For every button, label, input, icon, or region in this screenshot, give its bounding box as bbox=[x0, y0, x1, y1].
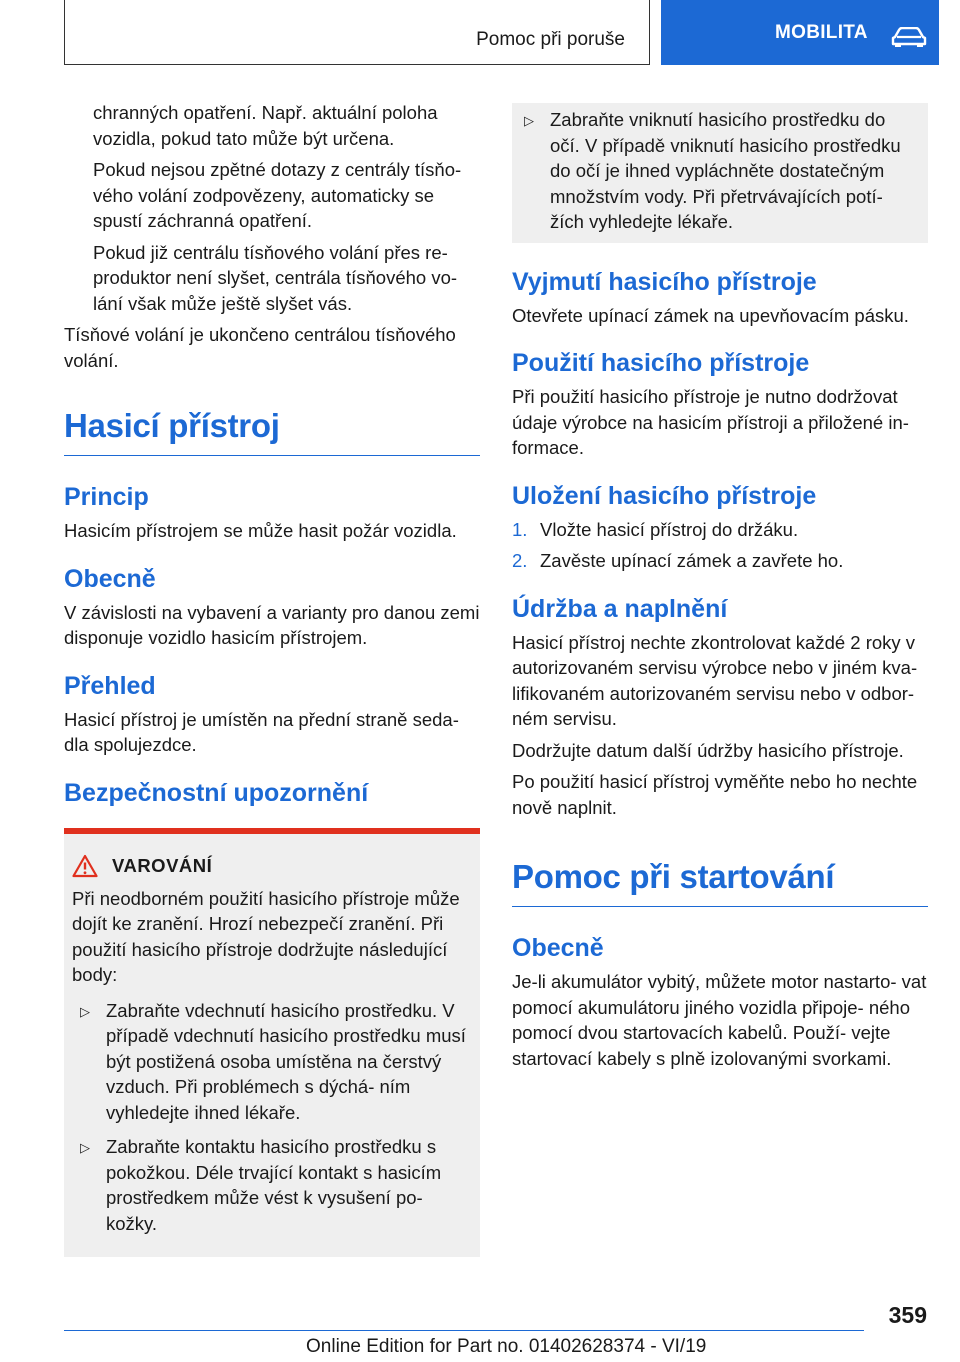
paragraph: Hasicí přístroj nechte zkontrolovat každé 2 roky v autorizovaném servisu výrobce nebo v jiném kva- lifikovaném autorizovaném servisu nebo v odbor- ném servisu. bbox=[512, 631, 918, 729]
list-item bbox=[72, 998, 470, 1126]
paragraph: chranných opatření. Např. aktuální poloha vozidla, pokud tato může být určena. bbox=[93, 102, 438, 149]
header-section-box bbox=[64, 0, 650, 65]
list-item-text: Zabraňte vniknutí hasicího prostředku do očí. V případě vniknutí hasicího prostředku do očí je ihned vypláchněte dostatečným množstvím vody. Při přetrvávajících potí- žích vyhledejte lékaře. bbox=[550, 109, 901, 232]
chapter-title: Hasicí přístroj bbox=[64, 407, 480, 456]
car-icon bbox=[891, 27, 927, 47]
step-item bbox=[512, 548, 928, 574]
step-number: 2. bbox=[512, 550, 528, 571]
list-item-text: Zabraňte vdechnutí hasicího prostředku. V případě vdechnutí hasicího prostředku musí být postižená osoba umístěna na čerstvý vzduch. Při problémech s dýchá- ním vyhledejte ihned lékaře. bbox=[106, 999, 466, 1123]
section-heading: Údržba a naplnění bbox=[512, 594, 728, 623]
section-heading: Obecně bbox=[512, 934, 604, 962]
left-column bbox=[64, 100, 480, 1257]
list-item bbox=[516, 107, 916, 235]
step-number: 1. bbox=[512, 518, 528, 540]
step-text: Zavěste upínací zámek a zavřete ho. bbox=[540, 550, 844, 571]
section-heading: Přehled bbox=[64, 671, 156, 700]
warning-text: Při neodborném použití hasicího přístroje může dojít ke zranění. Hrozí nebezpečí zranění. Při použití hasicího přístroje dodržujte následující body: bbox=[72, 887, 460, 985]
paragraph: Hasicím přístrojem se může hasit požár vozidla. bbox=[64, 520, 457, 541]
paragraph: Po použití hasicí přístroj vyměňte nebo ho nechte nově naplnit. bbox=[512, 771, 918, 818]
page-number: 359 bbox=[888, 1302, 927, 1328]
section-heading: Použití hasicího přístroje bbox=[512, 349, 810, 377]
step-item bbox=[512, 517, 928, 543]
paragraph: Otevřete upínací zámek na upevňovacím pásku. bbox=[512, 304, 909, 326]
paragraph: Pokud nejsou zpětné dotazy z centrály tísňo- vého volání zodpovězeny, automaticky se spustí záchranná opatření. bbox=[93, 159, 462, 231]
paragraph: Je-li akumulátor vybitý, můžete motor nastarto- vat pomocí akumulátoru jiného vozidla připoje- ného pomocí dvou startovacích kabelů. Použí- vejte startovací kabely s plně izolovanými svorkami. bbox=[512, 971, 927, 1069]
section-heading: Bezpečnostní upozornění bbox=[64, 778, 369, 807]
warning-box-continued bbox=[512, 103, 928, 243]
paragraph: V závislosti na vybavení a varianty pro danou zemi disponuje vozidlo hasicím přístrojem. bbox=[64, 601, 480, 648]
list-item bbox=[72, 1134, 470, 1236]
bullet-triangle-icon: ▷ bbox=[80, 1003, 90, 1019]
chapter-title: Pomoc při startování bbox=[512, 858, 928, 907]
paragraph: Hasicí přístroj je umístěn na přední straně seda- dla spolujezdce. bbox=[64, 708, 459, 755]
footer-edition: Online Edition for Part no. 01402628374 - VI/19 bbox=[306, 1336, 707, 1357]
section-heading: Uložení hasicího přístroje bbox=[512, 481, 817, 510]
section-heading: Vyjmutí hasicího přístroje bbox=[512, 267, 817, 296]
right-column bbox=[512, 103, 928, 1077]
paragraph: Při použití hasicího přístroje je nutno dodržovat údaje výrobce na hasicím přístroji a přiložené in- formace. bbox=[512, 386, 909, 458]
tab-label: MOBILITA bbox=[775, 21, 868, 43]
paragraph: Dodržujte datum další údržby hasicího přístroje. bbox=[512, 739, 904, 761]
step-text: Vložte hasicí přístroj do držáku. bbox=[540, 518, 799, 540]
section-title: Pomoc při poruše bbox=[476, 29, 625, 50]
section-heading: Obecně bbox=[64, 564, 156, 593]
warning-title: VAROVÁNÍ bbox=[112, 854, 213, 876]
section-heading: Princip bbox=[64, 483, 149, 511]
warning-box bbox=[64, 828, 480, 1258]
warning-header bbox=[72, 854, 470, 878]
paragraph: Pokud již centrálu tísňového volání přes re- produktor není slyšet, centrála tísňového vo- lání však může ještě slyšet vás. bbox=[93, 241, 458, 314]
mobility-tab[interactable] bbox=[661, 0, 939, 65]
paragraph: Tísňové volání je ukončeno centrálou tísňového volání. bbox=[64, 324, 456, 371]
list-item-text: Zabraňte kontaktu hasicího prostředku s pokožkou. Déle trvající kontakt s hasicím prostředkem může vést k vysušení po- kožky. bbox=[106, 1136, 442, 1234]
warning-triangle-icon bbox=[72, 854, 98, 878]
bullet-triangle-icon: ▷ bbox=[80, 1140, 90, 1155]
footer-divider bbox=[64, 1330, 864, 1331]
bullet-triangle-icon: ▷ bbox=[524, 113, 534, 128]
